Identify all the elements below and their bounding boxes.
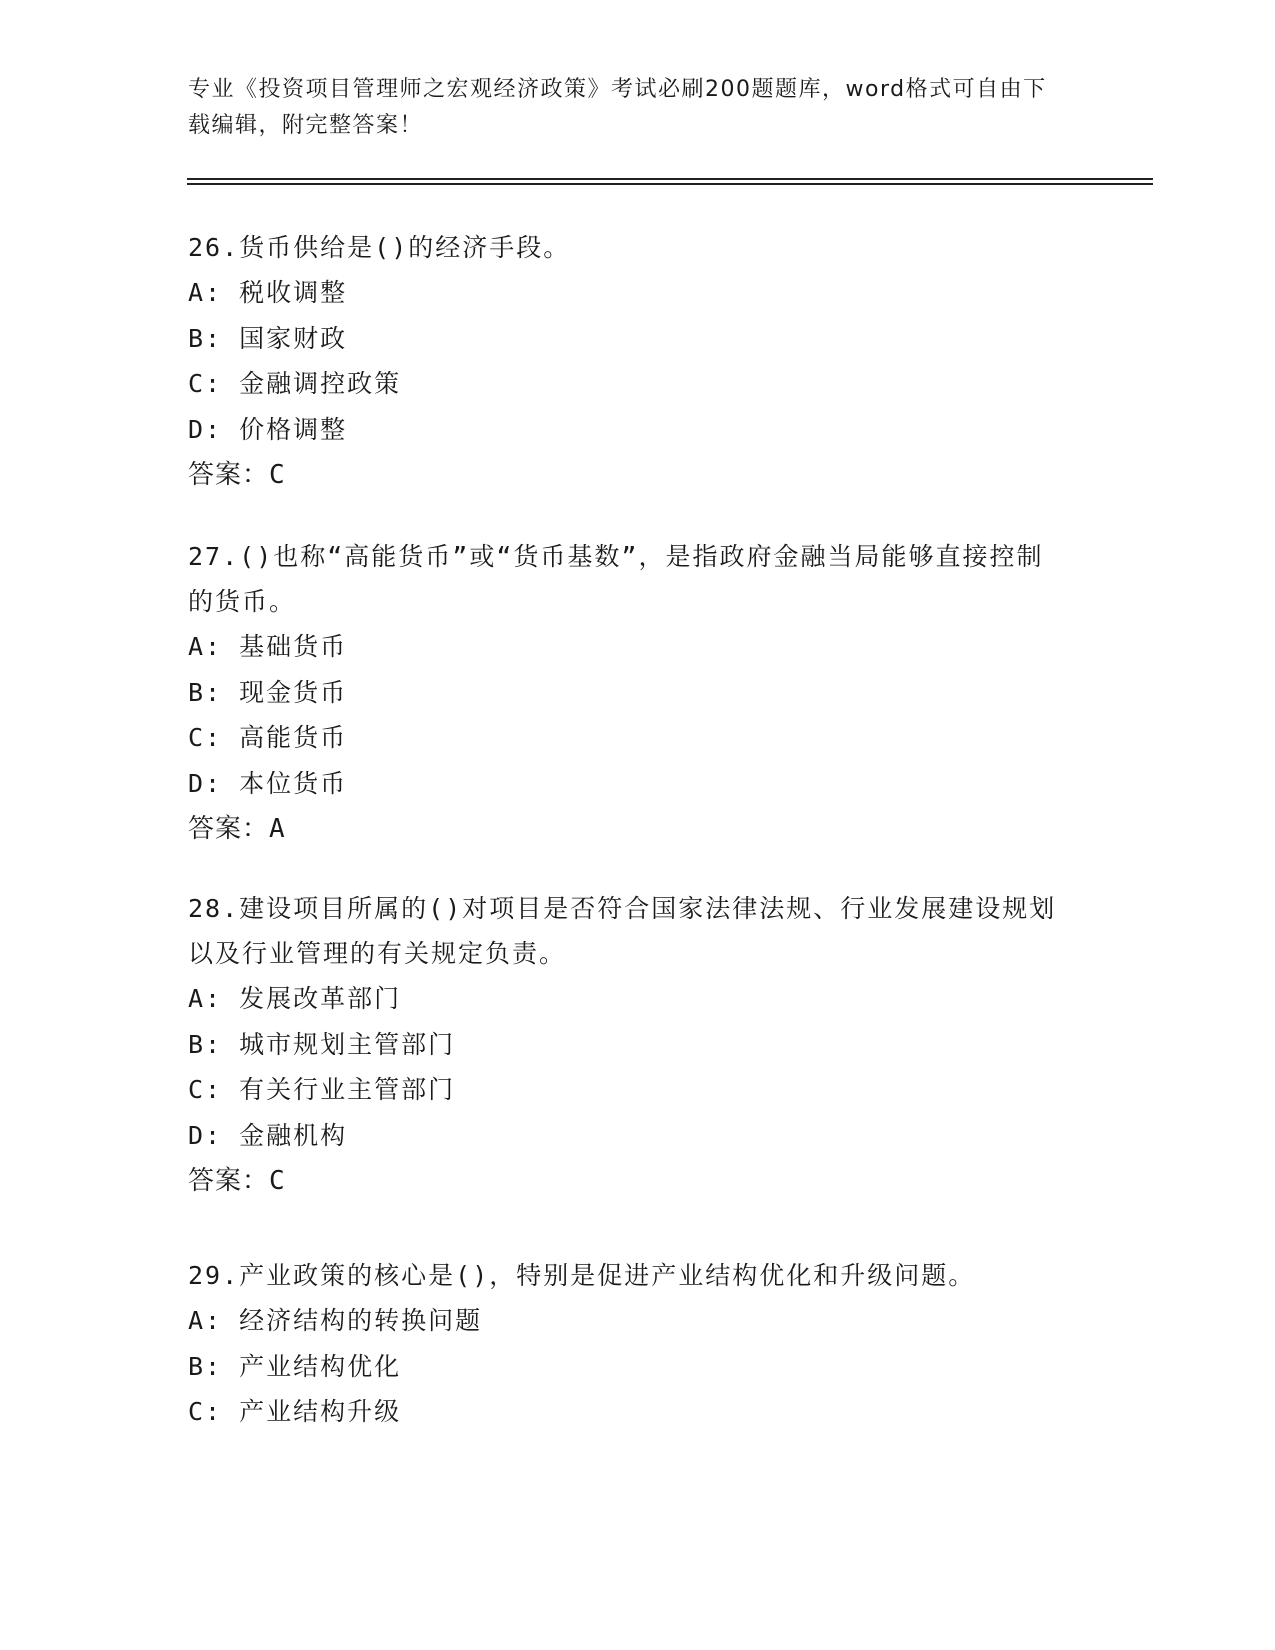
option-a: A: 基础货币 xyxy=(188,632,348,661)
option-c: C: 有关行业主管部门 xyxy=(188,1075,456,1104)
document-intro: 专业《投资项目管理师之宏观经济政策》考试必刷200题题库，word格式可自由下载编辑，附完整答案！ xyxy=(188,77,1047,138)
question-stem: 29.产业政策的核心是()，特别是促进产业结构优化和升级问题。 xyxy=(188,1261,976,1290)
answer-line xyxy=(188,452,1068,498)
option-c: C: 高能货币 xyxy=(188,723,348,752)
question-27 xyxy=(188,534,1068,852)
question-stem: 27.()也称“高能货币”或“货币基数”，是指政府金融当局能够直接控制的货币。 xyxy=(188,542,1044,616)
answer-value: A xyxy=(269,814,286,844)
option-d: D: 金融机构 xyxy=(188,1120,348,1150)
answer-value: C xyxy=(269,460,286,490)
question-26 xyxy=(188,225,1068,498)
header-divider-bottom xyxy=(187,183,1153,185)
answer-line xyxy=(188,1158,1068,1204)
answer-label: 答案： xyxy=(188,814,270,844)
option-a: A: 经济结构的转换问题 xyxy=(188,1306,483,1335)
option-d: D: 本位货币 xyxy=(188,768,348,798)
option-b: B: 城市规划主管部门 xyxy=(188,1029,456,1059)
option-a: A: 税收调整 xyxy=(188,278,348,307)
header-divider-top xyxy=(187,178,1153,180)
option-c: C: 金融调控政策 xyxy=(188,369,402,398)
answer-label: 答案： xyxy=(188,1166,270,1196)
question-28 xyxy=(188,886,1068,1204)
question-stem: 28.建设项目所属的()对项目是否符合国家法律法规、行业发展建设规划以及行业管理的有关规定负责。 xyxy=(188,894,1057,968)
option-b: B: 现金货币 xyxy=(188,677,348,707)
answer-label: 答案： xyxy=(188,460,270,490)
option-d: D: 价格调整 xyxy=(188,414,348,444)
option-a: A: 发展改革部门 xyxy=(188,984,402,1013)
option-b: B: 产业结构优化 xyxy=(188,1351,402,1381)
answer-line xyxy=(188,806,1068,852)
option-b: B: 国家财政 xyxy=(188,323,348,353)
answer-value: C xyxy=(269,1166,286,1196)
question-29 xyxy=(188,1253,1068,1435)
option-c: C: 产业结构升级 xyxy=(188,1397,402,1426)
question-stem: 26.货币供给是()的经济手段。 xyxy=(188,233,571,262)
